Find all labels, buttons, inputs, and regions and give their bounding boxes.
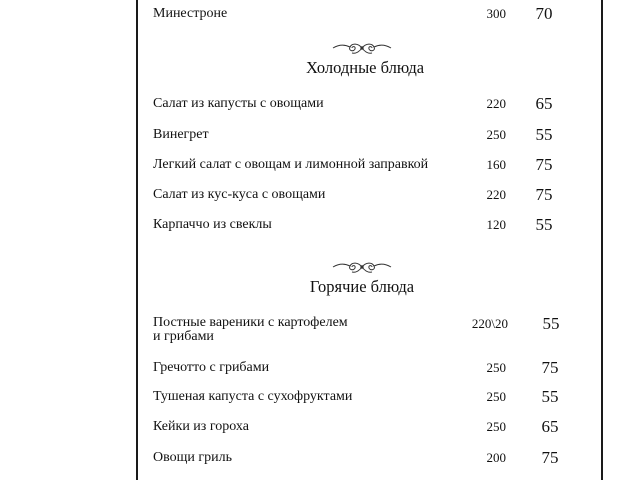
dish-weight: 220\20	[471, 316, 508, 331]
menu-item-row	[0, 359, 640, 383]
menu-item-row	[0, 449, 640, 473]
dish-weight: 220	[486, 96, 506, 111]
menu-item-row	[0, 315, 640, 347]
section-heading-hot	[0, 259, 640, 303]
dish-weight: 250	[486, 127, 506, 142]
menu-item-row	[0, 418, 640, 442]
dish-price: 55	[541, 387, 559, 406]
dish-name-continuation: и грибами	[153, 329, 214, 344]
dish-name: Винегрет	[153, 127, 209, 142]
dish-name: Легкий салат с овощам и лимонной заправкой	[153, 157, 429, 172]
dish-name: Салат из капусты с овощами	[153, 96, 324, 111]
dish-price: 55	[535, 215, 553, 234]
dish-weight: 200	[486, 450, 506, 465]
menu-item-row	[0, 388, 640, 412]
dish-price: 75	[541, 358, 559, 377]
dish-price: 55	[542, 314, 560, 333]
section-title: Горячие блюда	[309, 277, 415, 296]
dish-name: Минестроне	[153, 6, 228, 21]
dish-price: 75	[541, 448, 559, 467]
section-heading-cold	[0, 40, 640, 84]
dish-name: Кейки из гороха	[153, 419, 249, 434]
menu-item-row	[0, 5, 640, 29]
dish-name: Салат из кус-куса с овощами	[153, 187, 326, 202]
dish-name: Гречотто с грибами	[153, 360, 270, 375]
dish-weight: 250	[486, 360, 506, 375]
dish-weight: 300	[486, 6, 506, 21]
menu-item-row	[0, 156, 640, 180]
flourish-ornament-icon	[330, 259, 394, 275]
dish-price: 65	[541, 417, 559, 436]
dish-weight: 250	[486, 389, 506, 404]
dish-weight: 220	[486, 187, 506, 202]
dish-price: 65	[535, 94, 553, 113]
dish-price: 70	[535, 4, 553, 23]
dish-weight: 120	[486, 217, 506, 232]
dish-price: 75	[535, 155, 553, 174]
dish-name: Постные вареники с картофелем	[153, 315, 348, 330]
dish-name: Овощи гриль	[153, 450, 233, 465]
flourish-ornament-icon	[330, 40, 394, 56]
menu-item-row	[0, 126, 640, 150]
dish-price: 75	[535, 185, 553, 204]
dish-weight: 250	[486, 419, 506, 434]
section-title: Холодные блюда	[305, 58, 425, 77]
dish-price: 55	[535, 125, 553, 144]
dish-name: Карпаччо из свеклы	[153, 217, 272, 232]
dish-weight: 160	[486, 157, 506, 172]
menu-item-row	[0, 95, 640, 119]
dish-name: Тушеная капуста с сухофруктами	[153, 389, 353, 404]
menu-item-row	[0, 186, 640, 210]
menu-item-row	[0, 216, 640, 240]
